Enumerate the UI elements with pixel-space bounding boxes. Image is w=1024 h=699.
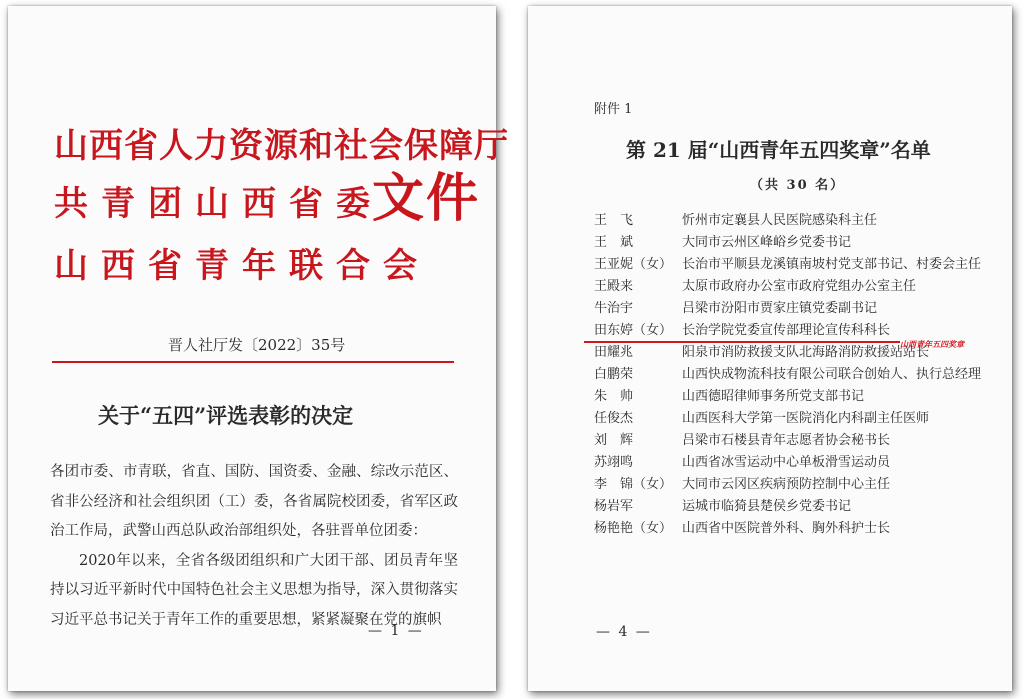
winner-row [594, 386, 994, 408]
attachment-label: 附件 1 [594, 102, 633, 117]
winner-name: 苏翊鸣 [594, 455, 634, 470]
winner-position: 忻州市定襄县人民医院感染科主任 [682, 213, 878, 228]
list-title: 第 21 届“山西青年五四奖章”名单 [626, 138, 931, 162]
issuer-line-2: 共青团山西省委 [54, 184, 383, 224]
winner-position: 太原市政府办公室市政府党组办公室主任 [682, 279, 917, 294]
winner-position: 山西医科大学第一医院消化内科副主任医师 [682, 411, 930, 426]
winner-position: 大同市云冈区疾病预防控制中心主任 [682, 477, 891, 492]
winner-position: 运城市临猗县楚侯乡党委书记 [682, 499, 852, 514]
winner-position: 吕梁市汾阳市贾家庄镇党委副书记 [682, 301, 878, 316]
winner-position: 大同市云州区峰峪乡党委书记 [682, 235, 852, 250]
winner-row [594, 408, 994, 430]
winner-row [594, 364, 994, 386]
winner-position: 吕梁市石楼县青年志愿者协会秘书长 [682, 433, 891, 448]
winner-row [594, 342, 994, 364]
winner-row [594, 254, 994, 276]
winner-row [594, 452, 994, 474]
winner-name: 田耀兆 [594, 345, 634, 360]
winner-row [594, 232, 994, 254]
winner-list [594, 210, 994, 540]
winner-name: 朱 帅 [594, 389, 634, 404]
winner-name: 杨艳艳（女） [594, 521, 673, 536]
winner-name: 任俊杰 [594, 411, 634, 426]
left-document-page [8, 6, 509, 691]
winner-name: 王殿来 [594, 279, 634, 294]
winner-row [594, 210, 994, 232]
highlight-label: 山西青年五四奖章 [900, 340, 964, 349]
winner-position: 山西德昭律师事务所党支部书记 [682, 389, 865, 404]
page-number: — 4 — [596, 624, 652, 640]
winner-row [594, 430, 994, 452]
body-paragraph-1: 各团市委、市青联，省直、国防、国资委、金融、综改示范区、省非公经济和社会组织团（工）委，各省属院校团委，省军区政治工作局，武警山西总队政治部组织处，各驻晋单位团委： [50, 464, 458, 539]
winner-name: 牛治宇 [594, 301, 634, 316]
winner-position: 山西快成物流科技有限公司联合创始人、执行总经理 [682, 367, 982, 382]
winner-row [594, 474, 994, 496]
winner-row [594, 276, 994, 298]
winner-row [594, 518, 994, 540]
winner-name: 王 飞 [594, 213, 634, 228]
winner-name: 刘 辉 [594, 433, 634, 448]
page-number: — 1 — [368, 623, 424, 639]
winner-position: 长治学院党委宣传部理论宣传科科长 [682, 323, 891, 338]
right-document-page [528, 6, 1012, 691]
document-number: 晋人社厅发〔2022〕35号 [168, 336, 346, 354]
list-count: （共 30 名） [750, 178, 846, 193]
issuer-line-1: 山西省人力资源和社会保障厅 [54, 126, 509, 166]
winner-position: 山西省冰雪运动中心单板滑雪运动员 [682, 455, 891, 470]
winner-name: 田东婷（女） [594, 323, 673, 338]
winner-row [594, 496, 994, 518]
winner-position: 阳泉市消防救援支队北海路消防救援站站长 [682, 345, 930, 360]
winner-row [594, 298, 994, 320]
winner-name: 李 锦（女） [594, 477, 673, 492]
red-divider [52, 361, 454, 363]
winner-name: 王 斌 [594, 235, 634, 250]
winner-name: 白鹏荣 [594, 367, 634, 382]
issuer-line-3: 山西省青年联合会 [54, 246, 430, 286]
decision-body [50, 458, 458, 635]
document-word: 文件 [372, 168, 481, 229]
winner-position: 长治市平顺县龙溪镇南坡村党支部书记、村委会主任 [682, 257, 982, 272]
decision-title: 关于“五四”评选表彰的决定 [98, 403, 354, 428]
winner-position: 山西省中医院普外科、胸外科护士长 [682, 521, 891, 536]
body-paragraph-2: 2020年以来，全省各级团组织和广大团干部、团员青年坚持以习近平新时代中国特色社会主义思想为指导，深入贯彻落实习近平总书记关于青年工作的重要思想，紧紧凝聚在党的旗帜 [50, 552, 458, 628]
winner-name: 杨岩军 [594, 499, 634, 514]
winner-row-highlighted [594, 320, 994, 349]
winner-name: 王亚妮（女） [594, 257, 673, 272]
